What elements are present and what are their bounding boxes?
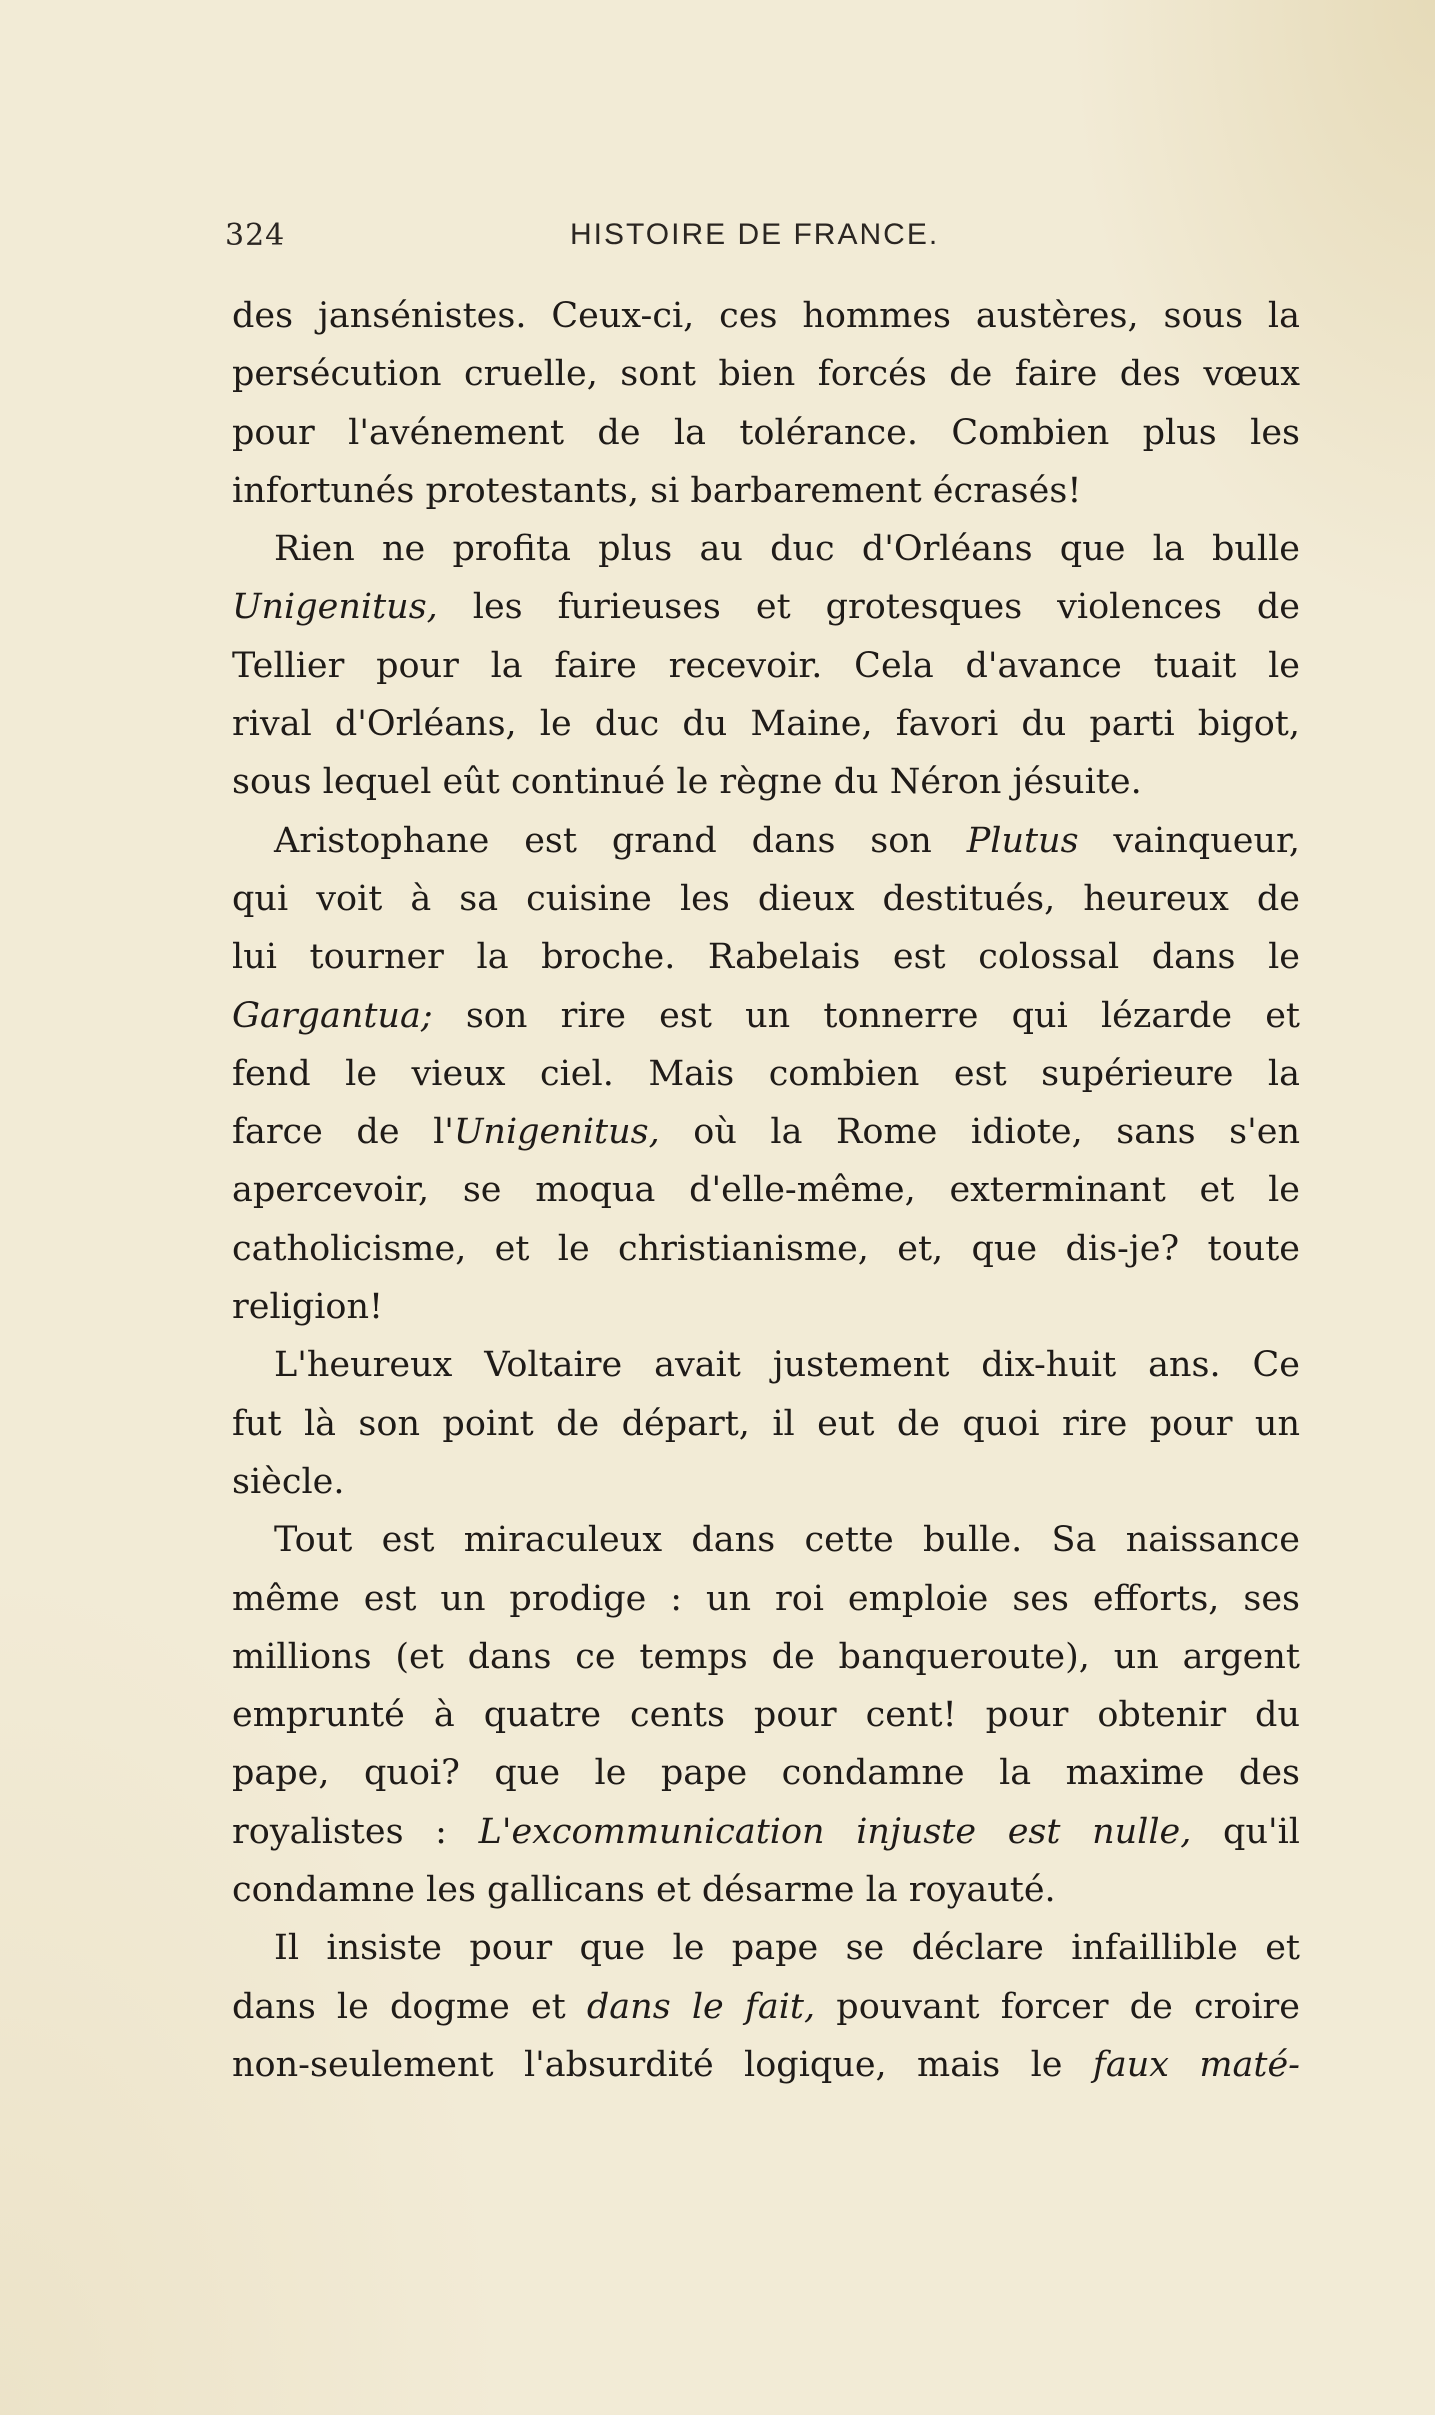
text-line: fut là son point de départ, il eut de quoi rire pour un [232,1403,1300,1444]
text-line: sous lequel eût continué le règne du Néron jésuite. [232,762,1142,803]
text-line [232,987,1300,1045]
text-line: lui tourner la broche. Rabelais est colossal dans le [232,937,1300,978]
running-title: HISTOIRE DE FRANCE. [570,218,940,251]
text-line: Tout est miraculeux dans cette bulle. Sa naissance [274,1520,1300,1561]
text-run: Aristophane est grand dans son [274,820,967,861]
text-line: qui voit à sa cuisine les dieux destitués, heureux de [232,878,1300,919]
text-line: pape, quoi? que le pape condamne la maxime des [232,1753,1300,1794]
paragraph-6 [232,1919,1300,2094]
text-run: non-seulement l'absurdité logique, mais le [232,2044,1093,2085]
paragraph-2 [232,520,1300,811]
text-line: persécution cruelle, sont bien forcés de faire des vœux [232,354,1300,395]
italic-quote: L'excommunication injuste est nulle, [478,1811,1192,1852]
text-line: L'heureux Voltaire avait justement dix-huit ans. Ce [274,1345,1300,1386]
text-line: emprunté à quatre cents pour cent! pour obtenir du [232,1695,1300,1736]
text-line: rival d'Orléans, le duc du Maine, favori du parti bigot, [232,704,1300,745]
text-line: apercevoir, se moqua d'elle-même, exterminant et le [232,1170,1300,1211]
text-run: vainqueur, [1078,820,1301,861]
text-line: Tellier pour la faire recevoir. Cela d'avance tuait le [232,645,1300,686]
text-line: pour l'avénement de la tolérance. Combien plus les [232,412,1300,453]
running-header [225,218,1300,262]
text-line [232,1103,1300,1161]
paragraph-4 [232,1336,1300,1511]
paragraph-5 [232,1511,1300,1919]
text-line: siècle. [232,1461,345,1502]
text-line [232,578,1300,636]
text-line [232,1978,1300,2036]
body-text [232,287,1300,2094]
text-line: catholicisme, et le christianisme, et, que dis-je? toute [232,1228,1300,1269]
text-line: millions (et dans ce temps de banqueroute), un argent [232,1636,1300,1677]
text-line: même est un prodige : un roi emploie ses efforts, ses [232,1578,1300,1619]
italic-title: Unigenitus, [232,587,438,628]
text-line [232,1803,1300,1861]
text-line: fend le vieux ciel. Mais combien est supérieure la [232,1053,1300,1094]
text-run: Rien ne profita plus au duc d'Orléans que la bulle [274,529,1300,570]
text-run: pouvant forcer de croire [815,1986,1301,2027]
text-line: Il insiste pour que le pape se déclare infaillible et [274,1928,1300,1969]
text-line [232,520,1300,578]
paragraph-3 [232,812,1300,1337]
text-line: religion! [232,1287,384,1328]
italic-phrase: dans le fait, [586,1986,816,2027]
text-run: royalistes : [232,1811,479,1852]
page-number: 324 [225,218,286,253]
text-run: farce de l' [232,1112,454,1153]
text-line: condamne les gallicans et désarme la royauté. [232,1870,1056,1911]
text-line [232,2036,1300,2094]
text-line [232,812,1300,870]
paragraph-1 [232,287,1300,520]
text-run: dans le dogme et [232,1986,587,2027]
text-run: où la Rome idiote, sans s'en [659,1112,1300,1153]
text-line: des jansénistes. Ceux-ci, ces hommes austères, sous la [232,296,1300,336]
italic-phrase: faux maté- [1092,2044,1300,2085]
italic-title: Unigenitus, [453,1112,660,1153]
text-run: son rire est un tonnerre qui lézarde et [432,995,1300,1036]
text-line: infortunés protestants, si barbarement écrasés! [232,470,1082,511]
italic-title: Gargantua; [232,995,433,1036]
text-run: qu'il [1191,1811,1300,1852]
text-run: les furieuses et grotesques violences de [437,587,1300,628]
italic-title: Plutus [966,820,1079,861]
